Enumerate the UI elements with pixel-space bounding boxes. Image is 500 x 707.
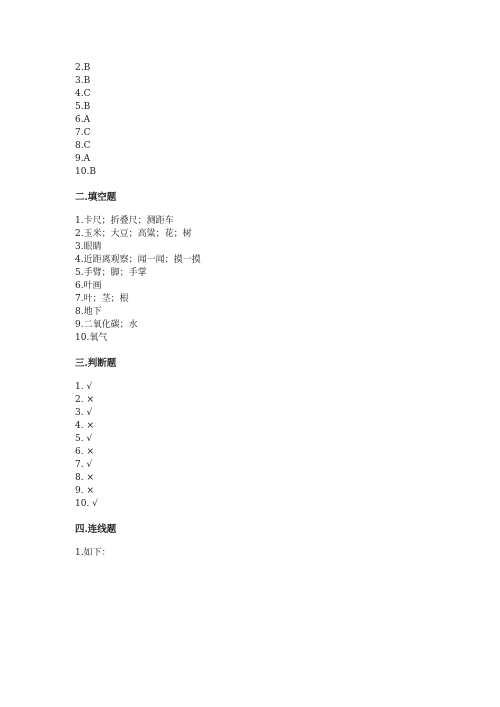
fill-answer-10: 10.氧气 [75,333,108,343]
choice-answer-4: 4.C [75,89,91,99]
judge-answer-3: 3. √ [75,408,93,418]
choice-answer-7: 7.C [75,128,91,138]
judge-answer-10: 10. √ [75,499,98,509]
judge-answer-4: 4. × [75,421,94,431]
judge-answer-1: 1. √ [75,382,93,392]
fill-answer-3: 3.眼睛 [75,242,102,252]
fill-answer-1: 1.卡尺；折叠尺；测距车 [75,216,174,226]
judge-answer-6: 6. × [75,447,94,457]
fill-answer-8: 8.地下 [75,307,102,317]
choice-answer-6: 6.A [75,115,91,125]
judge-answer-9: 9. × [75,486,94,496]
fill-answer-4: 4.近距离观察；闻一闻；摸一摸 [75,255,201,265]
fill-answer-5: 5.手臂；脚；手掌 [75,268,147,278]
fill-answer-9: 9.二氧化碳；水 [75,320,138,330]
choice-answer-3: 3.B [75,76,91,86]
choice-answer-5: 5.B [75,102,91,112]
judge-answer-2: 2. × [75,395,94,405]
fill-answer-7: 7.叶；茎；根 [75,294,129,304]
fill-answer-2: 2.玉米；大豆；高粱；花；树 [75,229,192,239]
judge-answer-7: 7. √ [75,460,93,470]
fill-answer-6: 6.叶画 [75,281,102,291]
judge-answer-5: 5. √ [75,434,93,444]
judge-answer-8: 8. × [75,473,94,483]
section-heading-fill-blank: 二.填空题 [75,192,117,203]
choice-answer-10: 10.B [75,167,96,177]
choice-answer-2: 2.B [75,63,91,73]
matching-answer-1: 1.如下： [75,548,111,558]
section-heading-true-false: 三.判断题 [75,358,117,369]
section-heading-matching: 四.连线题 [75,524,117,535]
choice-answer-9: 9.A [75,154,91,164]
choice-answer-8: 8.C [75,141,91,151]
